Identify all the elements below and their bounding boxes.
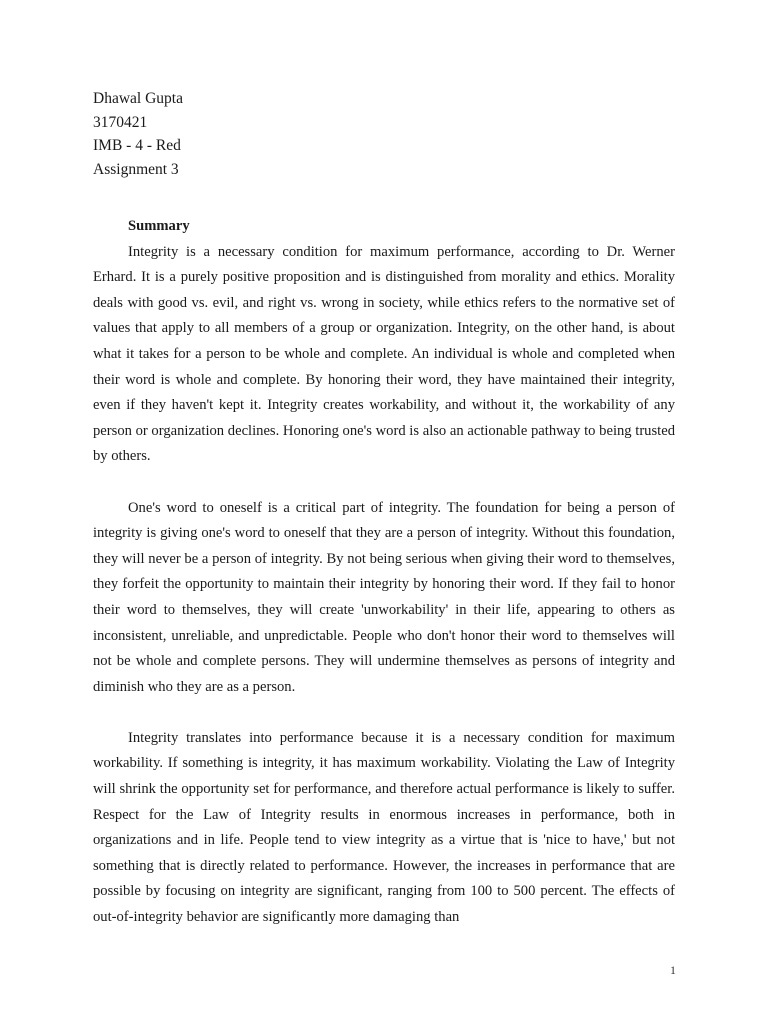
author-header bbox=[93, 87, 183, 181]
student-id: 3170421 bbox=[93, 113, 148, 131]
document-body bbox=[93, 214, 675, 931]
author-name: Dhawal Gupta bbox=[93, 90, 183, 107]
section-heading: Summary bbox=[128, 218, 190, 234]
class-section: IMB - 4 - Red bbox=[93, 137, 181, 154]
assignment-title: Assignment 3 bbox=[93, 160, 179, 178]
page-number: 1 bbox=[670, 963, 676, 977]
paragraph-2: One's word to oneself is a critical part of integrity. The foundation for being a person of integrity is giving one's word to oneself that they are a person of integrity. Without this foundation, they will never be a person of integrity. By not being serious when giving their word to themselves, they forfeit the opportunity to maintain their integrity by honoring their word. If they fail to honor their word to themselves, they will create 'unworkability' in their life, appearing to others as inconsistent, unreliable, and unpredictable. People who don't honor their word to themselves will not be whole and complete persons. They will undermine themselves as persons of integrity and diminish who they are as a person. bbox=[93, 499, 675, 695]
paragraph-1: Integrity is a necessary condition for maximum performance, according to Dr. Werner Erhard. It is a purely positive proposition and is distinguished from morality and ethics. Morality deals with good vs. evil, and right vs. wrong in society, while ethics refers to the normative set of values that apply to all members of a group or organization. Integrity, on the other hand, is about what it takes for a person to be whole and complete. An individual is whole and completed when their word is whole and complete. By honoring their word, they have maintained their integrity, even if they haven't kept it. Integrity creates workability, and without it, the workability of any person or organization declines. Honoring one's word is also an actionable pathway to being trusted by others. bbox=[93, 243, 675, 465]
paragraph-3: Integrity translates into performance because it is a necessary condition for maximum workability. If something is integrity, it has maximum workability. Violating the Law of Integrity will shrink the opportunity set for performance, and therefore actual performance is likely to suffer. Respect for the Law of Integrity results in enormous increases in performance, both in organizations and in life. People tend to view integrity as a virtue that is 'nice to have,' but not something that is directly related to performance. However, the increases in performance that are possible by focusing on integrity are significant, ranging from 100 to 500 percent. The effects of out-of-integrity behavior are significantly more damaging than bbox=[93, 729, 675, 926]
